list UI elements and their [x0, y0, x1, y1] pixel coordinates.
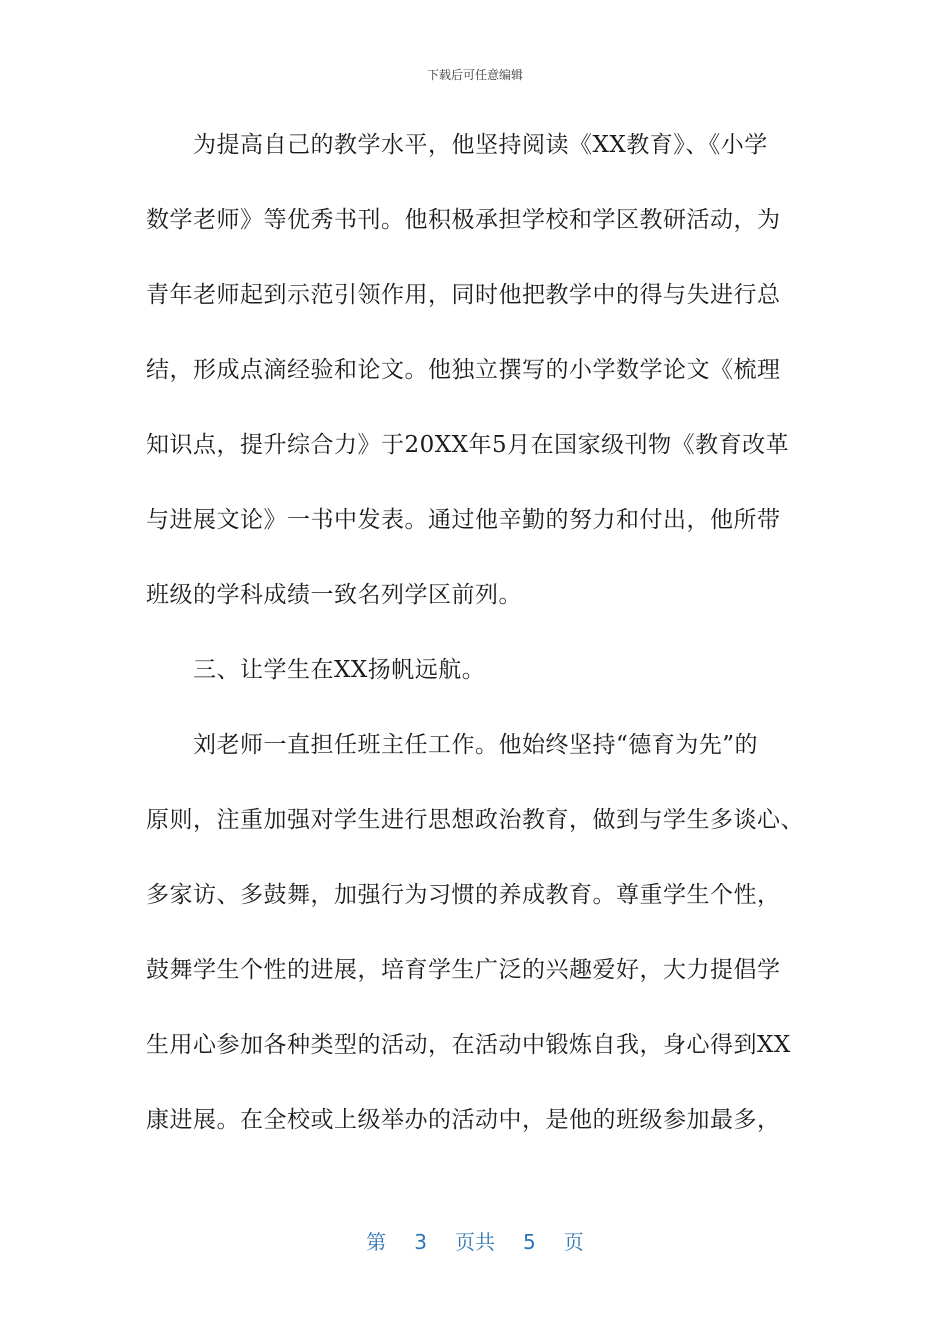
body-line: 康进展。在全校或上级举办的活动中，是他的班级参加最多， [146, 1107, 781, 1133]
page-header: 下载后可任意编辑 [426, 68, 523, 82]
body-line: 多家访、多鼓舞，加强行为习惯的养成教育。尊重学生个性， [146, 882, 781, 908]
footer-suffix: 页 [563, 1230, 584, 1254]
body-line: 知识点，提升综合力》于20XX年5月在国家级刊物《教育改革 [146, 432, 790, 458]
footer-prefix: 第 [366, 1230, 387, 1254]
footer-current-page: 3 [414, 1230, 427, 1254]
footer-middle: 页共 [455, 1230, 495, 1254]
body-line: 结，形成点滴经验和论文。他独立撰写的小学数学论文《梳理 [146, 357, 781, 383]
page-footer [0, 1226, 950, 1255]
body-line: 鼓舞学生个性的进展，培育学生广泛的兴趣爱好，大力提倡学 [146, 957, 781, 983]
body-line: 刘老师一直担任班主任工作。他始终坚持“德育为先”的 [146, 732, 759, 758]
body-line: 青年老师起到示范引领作用，同时他把教学中的得与失进行总 [146, 282, 781, 308]
body-line: 生用心参加各种类型的活动，在活动中锻炼自我，身心得到XX [146, 1032, 791, 1058]
body-line: 班级的学科成绩一致名列学区前列。 [146, 582, 522, 608]
body-line: 原则，注重加强对学生进行思想政治教育，做到与学生多谈心、 [146, 807, 804, 833]
body-line: 与进展文论》一书中发表。通过他辛勤的努力和付出，他所带 [146, 507, 781, 533]
footer-total-pages: 5 [523, 1230, 536, 1254]
body-line: 为提高自己的教学水平，他坚持阅读《XX教育》、《小学 [146, 132, 768, 158]
section-heading: 三、让学生在XX扬帆远航。 [146, 657, 486, 683]
body-line: 数学老师》等优秀书刊。他积极承担学校和学区教研活动，为 [146, 207, 781, 233]
